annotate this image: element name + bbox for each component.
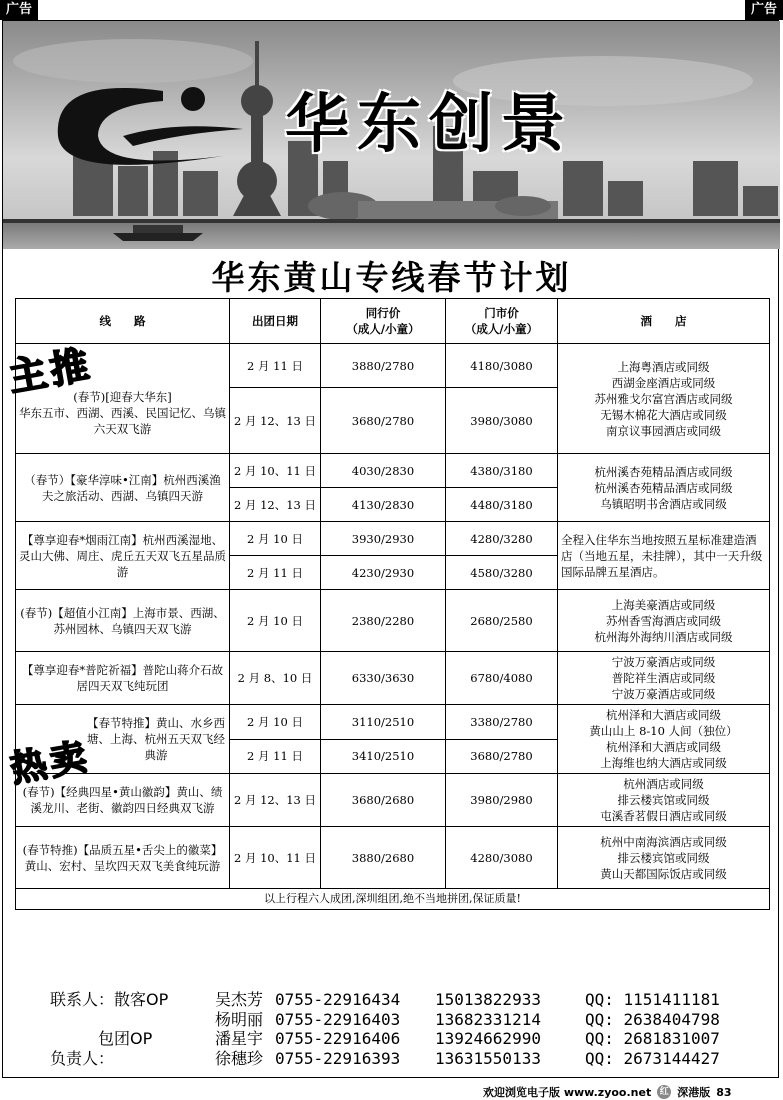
hotel-cell	[558, 774, 770, 827]
hotel-name: 黄山天都国际饭店或同级	[600, 866, 727, 881]
contact-name: 杨明丽	[215, 1009, 264, 1029]
hotel-name: 排云楼宾馆或同级	[617, 850, 710, 865]
retail-price-cell: 3380/2780	[446, 705, 558, 740]
hotel-name: 宁波万豪酒店或同级	[611, 655, 716, 669]
hotel-name: 乌镇昭明书舍酒店或同级	[600, 496, 727, 511]
hotel-cell	[558, 590, 770, 652]
contact-name: 徐穗珍	[215, 1048, 264, 1068]
table-row	[16, 652, 770, 705]
date-cell: 2 月 11 日	[230, 556, 321, 590]
peer-price-cell: 3680/2780	[321, 388, 446, 454]
route-cell: (春节特推)【品质五星•舌尖上的徽菜】黄山、宏村、呈坎四天双飞美食纯玩游	[16, 827, 230, 889]
ad-label-right: 广告	[745, 0, 783, 20]
retail-price-cell: 4280/3080	[446, 827, 558, 889]
contact-name: 吴杰芳	[215, 990, 264, 1009]
hotel-name: 苏州香雪海酒店或同级	[606, 613, 721, 628]
date-cell: 2 月 10 日	[230, 705, 321, 740]
peer-price-cell: 3880/2680	[321, 827, 446, 889]
date-cell: 2 月 8、10 日	[230, 652, 321, 705]
date-cell: 2 月 12、13 日	[230, 388, 321, 454]
table-row	[16, 590, 770, 652]
footer-site-text: 欢迎浏览电子版 www.zyoo.net	[483, 1086, 652, 1099]
peer-price-cell: 3410/2510	[321, 739, 446, 774]
table-footer-row	[16, 889, 770, 910]
table-body	[16, 344, 770, 889]
table-row	[16, 454, 770, 488]
contact-qq: QQ: 2681831007	[585, 1029, 720, 1048]
hotel-cell	[558, 652, 770, 705]
hotel-name: 排云楼宾馆或同级	[617, 793, 710, 807]
retail-price-cell: 4180/3080	[446, 344, 558, 388]
header-hotel: 酒 店	[558, 299, 770, 344]
footer-page-number: 83	[716, 1085, 732, 1099]
contact-qq: QQ: 2673144427	[585, 1048, 720, 1068]
hotel-name: 杭州酒店或同级	[623, 777, 704, 791]
header-peer-price-sub: （成人/小童）	[346, 322, 420, 336]
route-cell: （春节）【豪华淳味•江南】杭州西溪渔夫之旅活动、西湖、乌镇四天游	[16, 454, 230, 522]
peer-price-cell: 3680/2680	[321, 774, 446, 827]
route-cell: (春节)[迎春大华东] 华东五市、西湖、西溪、民国记忆、乌镇六天双飞游	[16, 344, 230, 454]
retail-price-cell: 4480/3180	[446, 488, 558, 522]
route-cell: (春节)【经典四星•黄山徽韵】黄山、绩溪龙川、老街、徽韵四日经典双飞游	[16, 774, 230, 827]
header-peer-price	[321, 299, 446, 344]
peer-price-cell: 6330/3630	[321, 652, 446, 705]
ad-label-left: 广告	[0, 0, 38, 20]
contact-row	[50, 1029, 770, 1049]
peer-price-cell: 4030/2830	[321, 454, 446, 488]
header-retail-price-sub: （成人/小童）	[464, 322, 539, 336]
contact-phone: 0755-22916403	[275, 1009, 401, 1029]
hotel-cell	[558, 827, 770, 889]
header-date: 出团日期	[230, 299, 321, 344]
table-row	[16, 522, 770, 556]
stamp-main-recommend: 主推	[5, 341, 96, 400]
route-price-table	[15, 298, 770, 910]
footer-edition: 深港版	[677, 1086, 711, 1099]
table-row	[16, 774, 770, 827]
hotel-name: 屯溪香茗假日酒店或同级	[600, 809, 727, 823]
hotel-name: 杭州泽和大酒店或同级	[606, 740, 721, 754]
retail-price-cell: 3680/2780	[446, 739, 558, 774]
contact-label	[50, 1010, 215, 1030]
hotel-name: 杭州泽和大酒店或同级	[606, 708, 721, 722]
route-cell: 【尊享迎春*普陀祈福】普陀山蒋介石故居四天双飞纯玩团	[16, 652, 230, 705]
contact-mobile: 13924662990	[435, 1029, 541, 1048]
contact-block	[50, 990, 770, 1068]
contact-qq: QQ: 1151411181	[585, 990, 720, 1009]
table-row	[16, 344, 770, 388]
retail-price-cell: 6780/4080	[446, 652, 558, 705]
peer-price-cell: 2380/2280	[321, 590, 446, 652]
contact-name: 潘星宇	[215, 1029, 264, 1048]
hotel-name: 杭州溪杏苑精品酒店或同级	[594, 480, 733, 495]
date-cell: 2 月 12、13 日	[230, 774, 321, 827]
hotel-cell	[558, 705, 770, 774]
hotel-name: 杭州中南海滨酒店或同级	[600, 834, 727, 849]
hotel-cell	[558, 522, 770, 590]
peer-price-cell: 3880/2780	[321, 344, 446, 388]
contact-label: 联系人：散客OP	[50, 990, 169, 1009]
table-row	[16, 827, 770, 889]
retail-price-cell: 4280/3280	[446, 522, 558, 556]
table-row	[16, 705, 770, 740]
hotel-name: 普陀祥生酒店或同级	[611, 671, 716, 685]
hotel-cell	[558, 454, 770, 522]
date-cell: 2 月 10、11 日	[230, 454, 321, 488]
retail-price-cell: 3980/3080	[446, 388, 558, 454]
date-cell: 2 月 12、13 日	[230, 488, 321, 522]
retail-price-cell: 4580/3280	[446, 556, 558, 590]
banner	[3, 21, 780, 249]
contact-phone: 0755-22916393	[275, 1048, 401, 1068]
table-header-row	[16, 299, 770, 344]
contact-label: 负责人：	[50, 1048, 115, 1068]
retail-price-cell: 3980/2980	[446, 774, 558, 827]
contact-label: 包团OP	[50, 1029, 153, 1048]
date-cell: 2 月 10 日	[230, 522, 321, 556]
retail-price-cell: 4380/3180	[446, 454, 558, 488]
footer-badge-icon: 红	[657, 1085, 671, 1099]
contact-row	[50, 1010, 770, 1030]
hotel-name: 杭州海外海纳川酒店或同级	[594, 629, 733, 644]
contact-row	[50, 990, 770, 1010]
peer-price-cell: 4130/2830	[321, 488, 446, 522]
hotel-name: 西湖金座酒店或同级	[611, 375, 716, 390]
date-cell: 2 月 10、11 日	[230, 827, 321, 889]
hotel-name: 上海维也纳大酒店或同级	[600, 756, 727, 770]
peer-price-cell: 3110/2510	[321, 705, 446, 740]
header-retail-price	[446, 299, 558, 344]
date-cell: 2 月 11 日	[230, 344, 321, 388]
stamp-hot-sale: 热卖	[7, 735, 94, 791]
header-retail-price-label: 门市价	[484, 306, 519, 320]
plan-title: 华东黄山专线春节计划	[211, 258, 572, 297]
hotel-name: 黄山山上 8-10 人间（独位）	[589, 724, 738, 738]
hotel-name: 杭州溪杏苑精品酒店或同级	[594, 464, 733, 479]
contact-mobile: 13631550133	[435, 1048, 541, 1068]
peer-price-cell: 3930/2930	[321, 522, 446, 556]
hotel-name: 宁波万豪酒店或同级	[611, 687, 716, 701]
contact-phone: 0755-22916434	[275, 990, 401, 1009]
contact-mobile: 15013822933	[435, 990, 541, 1009]
retail-price-cell: 2680/2580	[446, 590, 558, 652]
date-cell: 2 月 11 日	[230, 739, 321, 774]
contact-row	[50, 1049, 770, 1069]
hotel-name: 全程入住华东当地按照五星标准建造酒店（当地五星，未挂牌），其中一天升级国际品牌五星酒店。	[561, 532, 763, 579]
page-footer	[483, 1084, 732, 1100]
contact-mobile: 13682331214	[435, 1009, 541, 1029]
hotel-name: 上海粤酒店或同级	[617, 359, 710, 374]
hotel-cell	[558, 344, 770, 454]
table-footer-note: 以上行程六人成团,深圳组团,绝不当地拼团,保证质量!	[16, 889, 770, 910]
contact-qq: QQ: 2638404798	[585, 1009, 720, 1029]
hotel-name: 无锡木棉花大酒店或同级	[600, 407, 727, 422]
hotel-name: 上海美豪酒店或同级	[611, 597, 716, 612]
contact-phone: 0755-22916406	[275, 1029, 401, 1048]
brand-name: 华东创景	[285, 87, 573, 162]
hotel-name: 苏州雅戈尔富宫酒店或同级	[594, 391, 733, 406]
header-peer-price-label: 同行价	[365, 306, 401, 320]
header-route: 线 路	[16, 299, 230, 344]
date-cell: 2 月 10 日	[230, 590, 321, 652]
route-cell: 【尊享迎春*烟雨江南】杭州西溪湿地、灵山大佛、周庄、虎丘五天双飞五星品质游	[16, 522, 230, 590]
route-cell: (春节)【超值小江南】上海市景、西湖、苏州园林、乌镇四天双飞游	[16, 590, 230, 652]
route-cell: 【春节特推】黄山、水乡西塘、上海、杭州五天双飞经典游	[16, 705, 230, 774]
hotel-name: 南京议事园酒店或同级	[606, 423, 721, 438]
peer-price-cell: 4230/2930	[321, 556, 446, 590]
